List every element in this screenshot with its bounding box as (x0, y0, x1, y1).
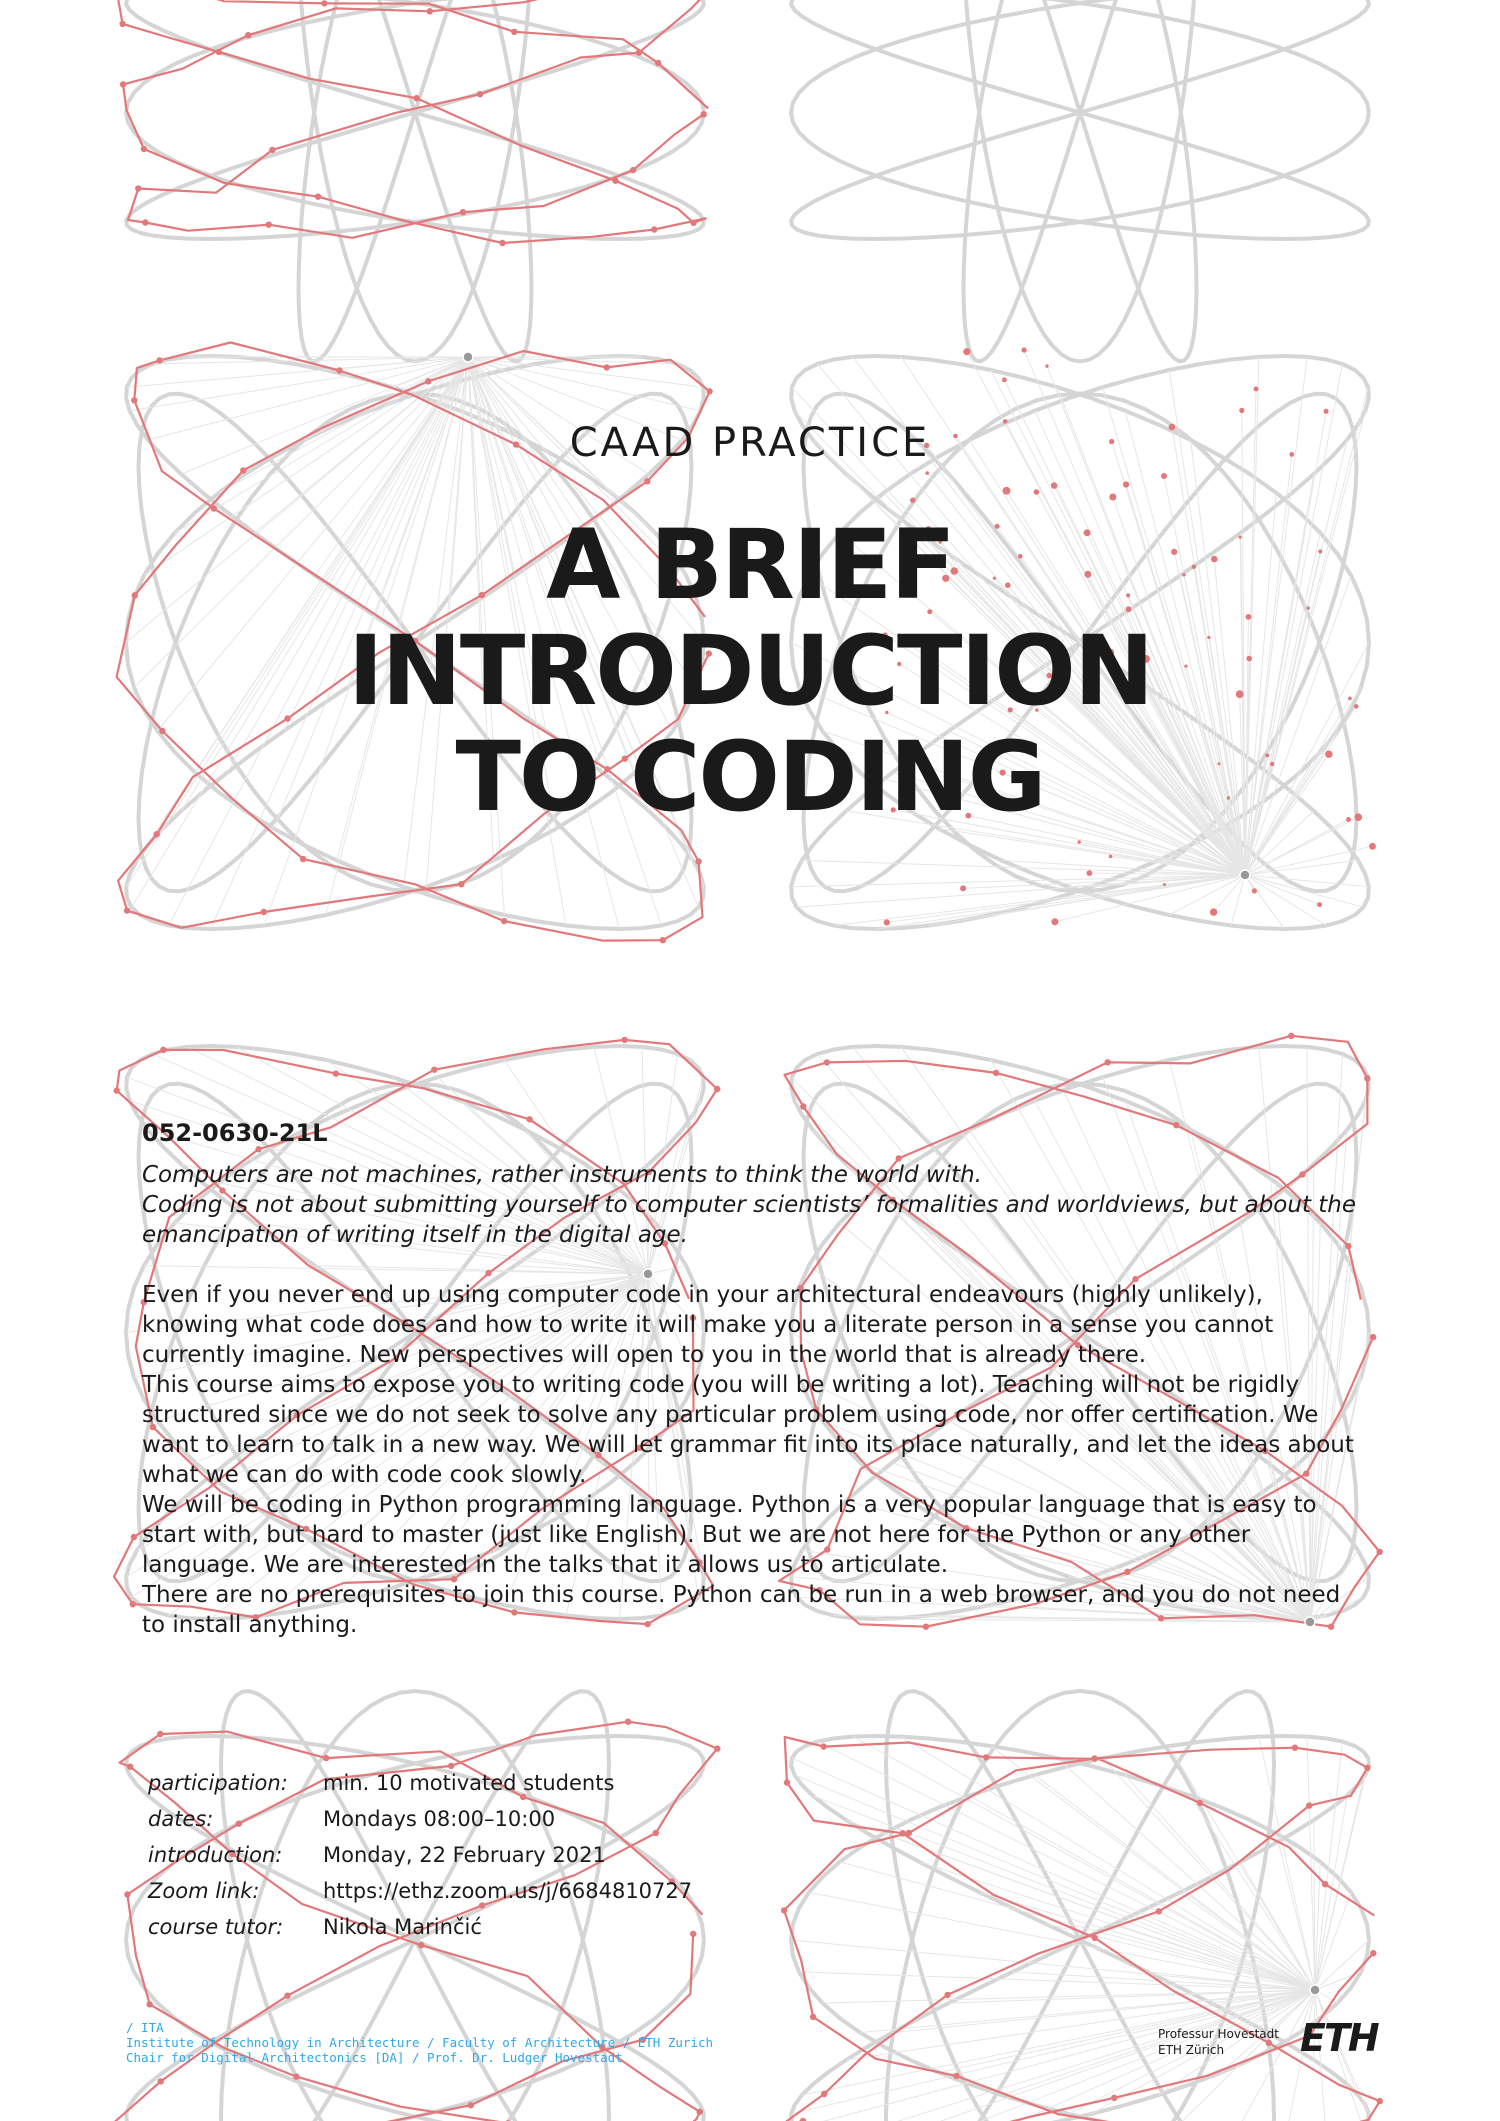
scatter-dot (1109, 494, 1116, 501)
accent-dot (511, 29, 517, 35)
accent-dot (413, 95, 419, 101)
accent-dot (315, 194, 321, 200)
footer-line: / ITA (126, 2020, 164, 2035)
title-line: A BRIEF (546, 509, 954, 621)
accent-dot (697, 2109, 703, 2115)
accent-dot (499, 240, 505, 246)
accent-dot (701, 111, 707, 117)
info-value: Monday, 22 February 2021 (323, 1843, 606, 1867)
footer-line: Chair for Digital Architectonics [DA] / Prof. Dr. Ludger Hovestadt (126, 2050, 623, 2065)
paragraph: There are no prerequisites to join this course. Python can be run in a web browser, and you do not need to install anything. (142, 1582, 1341, 1638)
footer-line: Institute of Technology in Architecture / Faculty of Architecture / ETH Zurich (126, 2035, 713, 2050)
scatter-dot (1324, 409, 1329, 414)
info-value: Mondays 08:00–10:00 (323, 1807, 556, 1831)
accent-dot (460, 209, 466, 215)
spoke-line (1259, 1737, 1315, 1990)
scatter-dot (1239, 408, 1244, 413)
scatter-dot (963, 348, 970, 355)
accent-dot (784, 1779, 790, 1785)
info-value: min. 10 motivated students (323, 1771, 615, 1795)
scatter-dot (1078, 840, 1081, 843)
accent-dot (211, 505, 217, 511)
accent-dot (468, 2102, 474, 2108)
accent-dot (300, 856, 306, 862)
accent-dot (321, 0, 327, 6)
accent-dot (336, 367, 342, 373)
accent-dot (651, 226, 657, 232)
accent-polyline (779, 1737, 1380, 2121)
lissajous-curve (791, 1736, 1369, 2121)
accent-dot (1370, 1334, 1376, 1340)
accent-dot (714, 1745, 720, 1751)
scatter-dot (1163, 883, 1166, 886)
accent-dot (636, 50, 642, 56)
title-line: INTRODUCTION (347, 615, 1153, 727)
eth-logo: ETH (1300, 2016, 1378, 2060)
paragraph: We will be coding in Python programming language. Python is a very popular language that is easy to start with, but hard to master (just like English). But we are not here for the Python or any other language. We are interested in the talks that it allows us to articulate. (142, 1492, 1317, 1578)
accent-dot (821, 1743, 827, 1749)
scatter-dot (910, 498, 915, 503)
accent-dot (431, 1067, 437, 1073)
info-label: participation: (148, 1771, 288, 1795)
scatter-dot (1051, 482, 1058, 489)
accent-dot (216, 49, 222, 55)
accent-dot (714, 1086, 720, 1092)
accent-dot (284, 1993, 290, 1999)
accent-dot (621, 1037, 627, 1043)
footer-line: Professur Hovestadt (1158, 2027, 1279, 2041)
accent-dot (245, 32, 251, 38)
accent-dot (1364, 1765, 1370, 1771)
accent-dot (157, 1731, 163, 1737)
accent-dot (131, 397, 137, 403)
accent-dot (261, 909, 267, 915)
scatter-dot (1254, 387, 1259, 392)
accent-dot (333, 1070, 339, 1076)
accent-dot (1105, 1059, 1111, 1065)
info-label: Zoom link: (148, 1879, 260, 1903)
scatter-dot (1003, 487, 1011, 495)
accent-dot (660, 937, 666, 943)
accent-dot (1292, 1745, 1298, 1751)
scatter-dot (1002, 377, 1007, 382)
scatter-dot (1034, 489, 1040, 495)
accent-dot (448, 1763, 454, 1769)
info-value: Nikola Marinčić (323, 1915, 482, 1939)
accent-dot (644, 478, 650, 484)
accent-dot (124, 907, 130, 913)
accent-dot (114, 1087, 120, 1093)
course-code: 052-0630-21L (142, 1119, 328, 1147)
info-row (148, 1878, 692, 1914)
accent-dot (141, 146, 147, 152)
scatter-dot (884, 919, 890, 925)
scatter-dot (1252, 888, 1257, 893)
accent-dot (124, 1891, 130, 1897)
scatter-dot (1369, 843, 1376, 850)
spoke-line (795, 1775, 1315, 1990)
motto (142, 1160, 1360, 1250)
accent-dot (953, 2073, 959, 2079)
scatter-dot (1087, 870, 1093, 876)
accent-dot (269, 147, 275, 153)
scatter-dot (1161, 473, 1167, 479)
scatter-dot (925, 471, 929, 475)
accent-dot (1288, 1033, 1294, 1039)
accent-dot (1376, 1549, 1382, 1555)
lissajous-curve (299, 0, 532, 362)
info-label: dates: (148, 1807, 214, 1831)
accent-dot (695, 858, 701, 864)
spoke-line (1069, 875, 1245, 887)
info-row (148, 1914, 692, 1950)
accent-dot (266, 222, 272, 228)
paragraph: Even if you never end up using computer code in your architectural endeavours (highly unlikely), knowing what code does and how to write it will make you a literate person in a sense you cannot currently imagine. New perspectives will open to you in the world that is already there. (142, 1282, 1274, 1368)
spoke-line (1315, 1758, 1368, 1990)
lissajous-curve (964, 0, 1197, 362)
paragraph: This course aims to expose you to writing code (you will be writing a lot). Teaching will not be rigidly structured since we do not seek to solve any particular problem using code, nor offer certification. We want to learn to talk in a new way. We will let grammar fit into its place naturally, and let the ideas about what we can do with code cook slowly. (142, 1372, 1354, 1488)
accent-dot (824, 1059, 830, 1065)
spoke-line (1245, 875, 1369, 887)
info-label: introduction: (148, 1843, 283, 1867)
page-title (0, 509, 1500, 833)
accent-dot (120, 81, 126, 87)
accent-dot (1322, 1881, 1328, 1887)
motto-line: Coding is not about submitting yourself to computer scientists’ formalities and worldviews, but about the emancipation of writing itself in the digital age. (142, 1192, 1357, 1248)
accent-dot (1156, 1908, 1162, 1914)
scatter-dot (960, 885, 966, 891)
scatter-dot (1109, 855, 1113, 859)
accent-dot (477, 91, 483, 97)
accent-dot (131, 1534, 137, 1540)
accent-dot (1306, 1802, 1312, 1808)
motto-line: Computers are not machines, rather instruments to think the world with. (142, 1162, 982, 1188)
lissajous-curve (791, 0, 1369, 239)
accent-dot (655, 60, 661, 66)
accent-dot (821, 2091, 827, 2097)
scatter-dot (1022, 347, 1027, 352)
accent-dot (1111, 2095, 1117, 2101)
accent-dot (154, 831, 160, 837)
accent-dot (130, 1601, 136, 1607)
chair-footer (1158, 2026, 1279, 2058)
accent-dot (427, 8, 433, 14)
hub-point (1240, 870, 1250, 880)
hub-point (463, 352, 473, 362)
accent-dot (625, 1719, 631, 1725)
course-description (142, 1118, 1360, 1640)
accent-dot (119, 21, 125, 27)
accent-dot (900, 1830, 906, 1836)
accent-dot (993, 1070, 999, 1076)
accent-dot (156, 357, 162, 363)
accent-dot (501, 918, 507, 924)
footer-line: ETH Zürich (1158, 2043, 1225, 2057)
accent-dot (240, 467, 246, 473)
spoke-line (1315, 1940, 1369, 1990)
accent-dot (293, 2073, 299, 2079)
institute-footer (126, 2020, 713, 2065)
accent-dot (630, 167, 636, 173)
hub-point (1310, 1985, 1320, 1995)
accent-dot (147, 2001, 153, 2007)
accent-dot (690, 220, 696, 226)
accent-dot (983, 1754, 989, 1760)
accent-dot (458, 881, 464, 887)
accent-dot (604, 364, 610, 370)
accent-dot (612, 178, 618, 184)
course-info-table (148, 1770, 692, 1950)
accent-dot (1092, 1935, 1098, 1941)
scatter-dot (1051, 918, 1058, 925)
accent-dot (425, 378, 431, 384)
accent-dot (1364, 1075, 1370, 1081)
spoke-line (1315, 1796, 1347, 1990)
info-label: course tutor: (148, 1915, 284, 1939)
lissajous-curve (126, 0, 704, 239)
info-row (148, 1770, 692, 1806)
accent-dot (160, 1047, 166, 1053)
accent-dot (944, 1992, 950, 1998)
accent-dot (158, 2078, 164, 2084)
accent-dot (1377, 2098, 1383, 2104)
accent-dot (323, 1755, 329, 1761)
spoke-line (887, 875, 1245, 922)
spoke-line (813, 1796, 1315, 1990)
accent-dot (906, 1830, 912, 1836)
subtitle: CAAD PRACTICE (569, 420, 931, 466)
info-row (148, 1806, 692, 1842)
info-row (148, 1842, 692, 1878)
accent-dot (135, 185, 141, 191)
scatter-dot (1317, 902, 1322, 907)
accent-dot (127, 1764, 133, 1770)
accent-dot (706, 388, 712, 394)
accent-dot (142, 219, 148, 225)
spoke-line (846, 1820, 1315, 1990)
scatter-dot (1210, 908, 1217, 915)
spoke-line (1245, 875, 1326, 926)
title-line: TO CODING (455, 721, 1045, 833)
accent-dot (810, 2014, 816, 2020)
spoke-line (1245, 875, 1363, 907)
scatter-dot (1123, 481, 1129, 487)
scatter-dot (1045, 364, 1048, 367)
accent-dot (800, 1103, 806, 1109)
accent-dot (781, 1907, 787, 1913)
zoom-link[interactable]: https://ethz.zoom.us/j/6684810727 (323, 1879, 693, 1903)
accent-dot (1091, 1755, 1097, 1761)
spoke-line (468, 357, 700, 411)
accent-dot (1370, 1950, 1376, 1956)
accent-dot (1197, 1800, 1203, 1806)
